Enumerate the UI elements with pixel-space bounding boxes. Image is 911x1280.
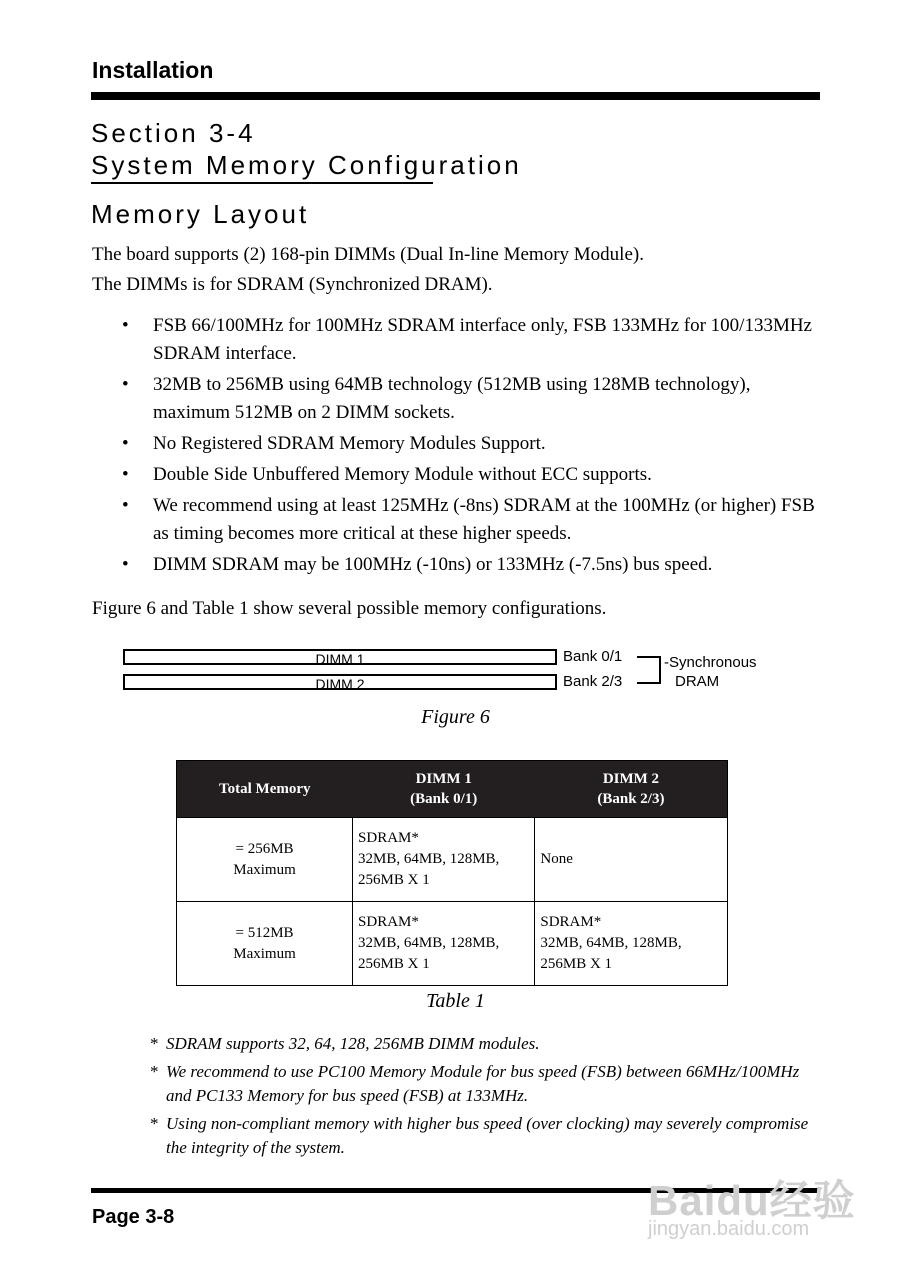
cell-line: Maximum — [233, 945, 296, 962]
footnote-text: Using non-compliant memory with higher bus speed (over clocking) may severely compromise the integrity of the system. — [166, 1114, 809, 1157]
bullet-item: • No Registered SDRAM Memory Modules Support. — [122, 430, 822, 458]
cell-dimm2 — [535, 818, 728, 902]
memory-configuration-table — [176, 760, 728, 986]
footnote-text: SDRAM supports 32, 64, 128, 256MB DIMM modules. — [166, 1034, 540, 1053]
header-dimm1 — [353, 761, 535, 818]
header-total-memory — [177, 761, 353, 818]
subsection-title: Memory Layout — [91, 199, 310, 229]
watermark-url: jingyan.baidu.com — [648, 1218, 810, 1240]
bank-bracket — [637, 656, 661, 684]
footnote-item — [150, 1060, 810, 1108]
figure-intro-text: Figure 6 and Table 1 show several possible memory configurations. — [92, 598, 607, 619]
header-dimm2 — [535, 761, 728, 818]
table-row — [177, 818, 728, 902]
footnote-text: We recommend to use PC100 Memory Module for bus speed (FSB) between 66MHz/100MHz and PC133 Memory for bus speed (FSB) at 133MHz. — [166, 1062, 800, 1105]
watermark-main-text: Baidu经验 — [648, 1177, 856, 1224]
cell-line: = 256MB — [235, 840, 294, 857]
cell-line: 256MB X 1 — [358, 872, 430, 888]
page-header-title: Installation — [92, 57, 214, 83]
cell-line: Maximum — [233, 861, 296, 878]
cell-line: 256MB X 1 — [358, 956, 430, 972]
header-line: (Bank 2/3) — [597, 791, 665, 807]
sync-dram-label-line2: DRAM — [675, 673, 720, 690]
cell-line: None — [540, 851, 573, 867]
cell-line: SDRAM* — [358, 830, 419, 846]
intro-paragraph — [92, 240, 644, 300]
header-rule — [91, 92, 820, 100]
footnote-marker: * — [150, 1034, 159, 1053]
header-line: DIMM 1 — [415, 771, 472, 787]
bullet-item: • DIMM SDRAM may be 100MHz (-10ns) or 133MHz (-7.5ns) bus speed. — [122, 551, 822, 579]
section-title-underline — [91, 182, 433, 184]
figure-caption: Figure 6 — [421, 706, 490, 728]
footnote-marker: * — [150, 1114, 159, 1133]
footnote-item — [150, 1032, 810, 1056]
sync-dram-label-line1: -Synchronous — [664, 654, 757, 671]
cell-line: 32MB, 64MB, 128MB, — [358, 935, 500, 951]
intro-line-1: The board supports (2) 168-pin DIMMs (Dual In-line Memory Module). — [92, 244, 644, 265]
header-line: DIMM 2 — [602, 771, 660, 787]
cell-total — [177, 818, 353, 902]
cell-line: 32MB, 64MB, 128MB, — [540, 935, 682, 951]
header-line: (Bank 0/1) — [410, 791, 478, 807]
table-header-row — [177, 761, 728, 818]
section-title: System Memory Configuration — [91, 150, 522, 180]
cell-line: SDRAM* — [540, 914, 602, 930]
header-line: Total Memory — [219, 781, 311, 797]
section-number: Section 3-4 — [91, 118, 256, 148]
cell-line: 32MB, 64MB, 128MB, — [358, 851, 500, 867]
page-number: Page 3-8 — [92, 1206, 175, 1228]
bullet-item: • We recommend using at least 125MHz (-8ns) SDRAM at the 100MHz (or higher) FSB as timing becomes more critical at these higher speeds. — [122, 492, 822, 548]
dimm1-slot: DIMM 1 — [123, 649, 557, 665]
cell-line: = 512MB — [235, 924, 294, 941]
cell-dimm1 — [353, 902, 535, 986]
bullet-item: • 32MB to 256MB using 64MB technology (512MB using 128MB technology), maximum 512MB on 2 DIMM sockets. — [122, 371, 822, 427]
bank-label-2-3: Bank 2/3 — [563, 673, 623, 690]
bullet-item: • FSB 66/100MHz for 100MHz SDRAM interface only, FSB 133MHz for 100/133MHz SDRAM interface. — [122, 312, 822, 368]
bullet-item: • Double Side Unbuffered Memory Module without ECC supports. — [122, 461, 822, 489]
dimm2-slot: DIMM 2 — [123, 674, 557, 690]
cell-line: 256MB X 1 — [540, 956, 613, 972]
watermark-logo — [648, 1168, 863, 1248]
footnote-item — [150, 1112, 810, 1160]
bank-label-0-1: Bank 0/1 — [563, 648, 623, 665]
table-row — [177, 902, 728, 986]
table-caption: Table 1 — [426, 990, 485, 1012]
cell-dimm2 — [535, 902, 728, 986]
footnote-marker: * — [150, 1062, 159, 1081]
cell-line: SDRAM* — [358, 914, 419, 930]
cell-dimm1 — [353, 818, 535, 902]
footnotes — [150, 1032, 810, 1164]
intro-line-2: The DIMMs is for SDRAM (Synchronized DRAM). — [92, 274, 493, 295]
feature-bullet-list — [122, 312, 822, 582]
cell-total — [177, 902, 353, 986]
